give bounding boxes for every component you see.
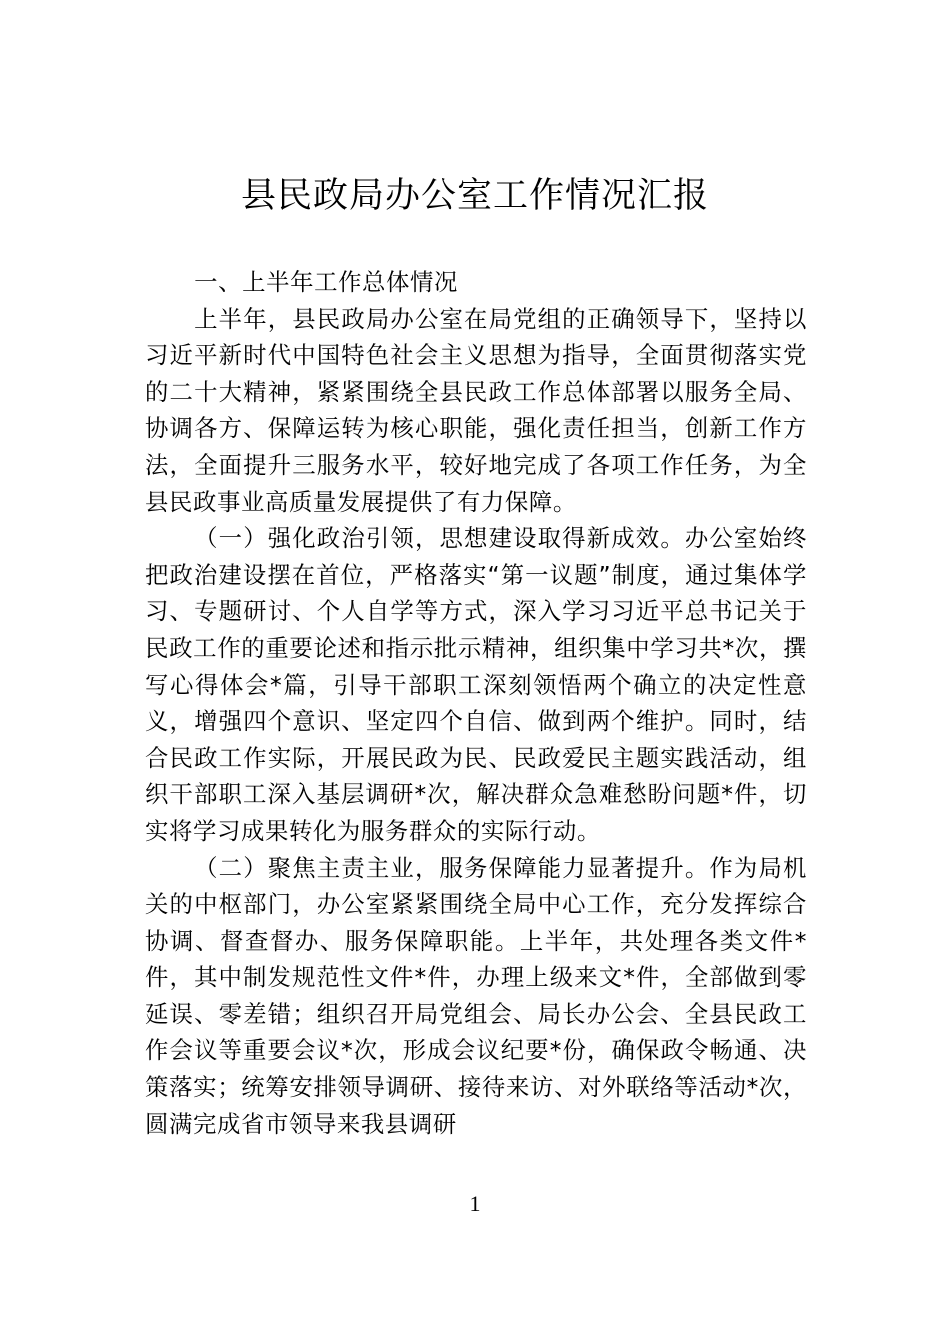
paragraph-service-support: （二）聚焦主责主业，服务保障能力显著提升。作为局机关的中枢部门，办公室紧紧围绕全局中心工作，充分发挥综合协调、督查督办、服务保障职能。上半年，共处理各类文件*件，其中制发规范性文件*件，办理上级来文*件，全部做到零延误、零差错；组织召开局党组会、局长办公会、全县民政工作会议等重要会议*次，形成会议纪要*份，确保政令畅通、决策落实；统筹安排领导调研、接待来访、对外联络等活动*次，圆满完成省市领导来我县调研 <box>145 853 807 1138</box>
paragraph-overview: 上半年，县民政局办公室在局党组的正确领导下，坚持以习近平新时代中国特色社会主义思想为指导，全面贯彻落实党的二十大精神，紧紧围绕全县民政工作总体部署以服务全局、协调各方、保障运转为核心职能，强化责任担当，创新工作方法，全面提升三服务水平，较好地完成了各项工作任务，为全县民政事业高质量发展提供了有力保障。 <box>145 304 807 516</box>
document-title: 县民政局办公室工作情况汇报 <box>240 176 709 216</box>
paragraph-political-guidance: （一）强化政治引领，思想建设取得新成效。办公室始终把政治建设摆在首位，严格落实“第一议题”制度，通过集体学习、专题研讨、个人自学等方式，深入学习习近平总书记关于民政工作的重要论述和指示批示精神，组织集中学习共*次，撰写心得体会*篇，引导干部职工深刻领悟两个确立的决定性意义，增强四个意识、坚定四个自信、做到两个维护。同时，结合民政工作实际，开展民政为民、民政爱民主题实践活动，组织干部职工深入基层调研*次，解决群众急难愁盼问题*件，切实将学习成果转化为服务群众的实际行动。 <box>145 524 807 845</box>
document-body <box>145 264 807 1142</box>
section-heading: 一、上半年工作总体情况 <box>194 268 459 296</box>
page-number: 1 <box>469 1191 481 1216</box>
